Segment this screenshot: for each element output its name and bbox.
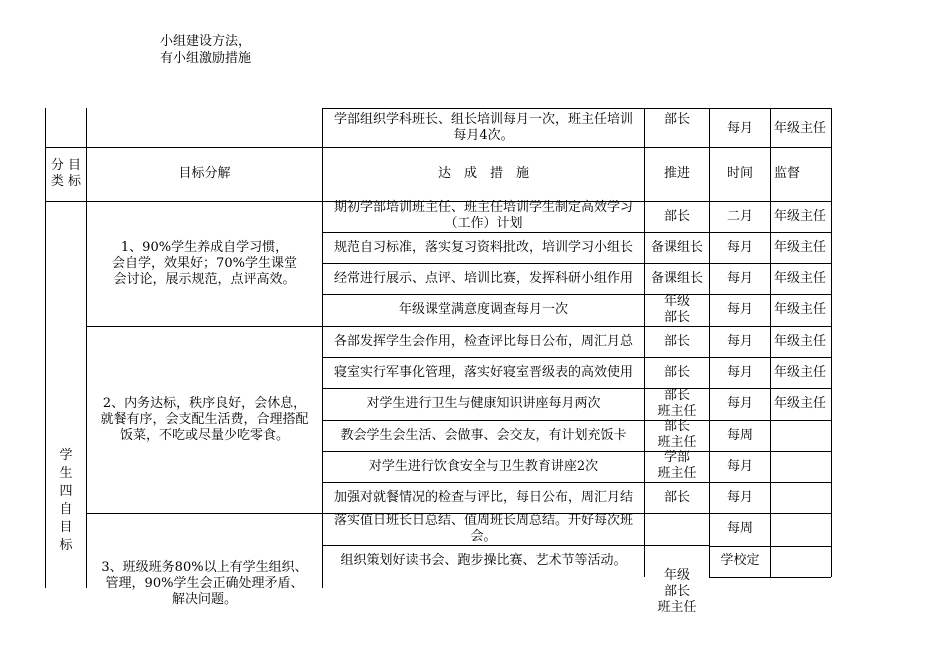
- promoter-cell: 部长: [663, 490, 690, 505]
- side-label-char: 生: [59, 466, 73, 481]
- time-cell: 每月: [726, 490, 753, 505]
- merged-promoter-line: 部长: [663, 584, 690, 599]
- top-row-measure-line-2: 每月4次。: [453, 128, 514, 143]
- goal-3-line-1: 3、班级班务80%以上有学生组织、: [101, 560, 308, 575]
- promoter-cell: 部长: [663, 388, 690, 403]
- supervisor-cell: 年级主任: [774, 209, 827, 224]
- measure-line: 会。: [470, 529, 497, 544]
- goal-2-line-3: 饭菜，不吃或尽量少吃零食。: [119, 428, 289, 443]
- header-promoter: 推进: [663, 166, 690, 181]
- measure-line: 组织策划好读书会、跑步操比赛、艺术节等活动。: [340, 553, 627, 568]
- header-goal: 目标分解: [178, 166, 231, 181]
- promoter-cell: 班主任: [657, 435, 697, 450]
- measure-line: 加强对就餐情况的检查与评比，每日公布，周汇月结: [333, 490, 633, 505]
- supervisor-cell: 年级主任: [774, 302, 827, 317]
- header-category-line-2: 类 标: [50, 174, 82, 189]
- goal-3-line-3: 解决问题。: [171, 592, 237, 607]
- time-cell: 每月: [726, 396, 753, 411]
- top-row-time: 每月: [726, 121, 753, 136]
- supervisor-cell: 年级主任: [774, 365, 827, 380]
- time-cell: 每月: [726, 271, 753, 286]
- measure-line: 经常进行展示、点评、培训比赛，发挥科研小组作用: [333, 271, 633, 286]
- header-time: 时间: [726, 166, 753, 181]
- time-cell: 每月: [726, 365, 753, 380]
- top-row-supervisor: 年级主任: [774, 121, 827, 136]
- time-cell: 每周: [726, 428, 753, 443]
- time-cell: 每月: [726, 459, 753, 474]
- header-category-line-1: 分 目: [50, 158, 82, 173]
- measure-line: 期初学部培训班主任、班主任培训学生制定高效学习: [333, 200, 633, 215]
- side-label-char: 目: [59, 520, 73, 535]
- promoter-cell: 部长: [663, 310, 690, 325]
- side-label-char: 学: [59, 448, 73, 463]
- promoter-cell: 年级: [663, 294, 690, 309]
- promoter-cell: 班主任: [657, 404, 697, 419]
- merged-promoter-line: 班主任: [657, 600, 697, 615]
- promoter-cell: 班主任: [657, 466, 697, 481]
- supervisor-cell: 年级主任: [774, 334, 827, 349]
- promoter-cell: 部长: [663, 334, 690, 349]
- side-label-char: 四: [59, 484, 73, 499]
- measure-line: 年级课堂满意度调查每月一次: [398, 302, 568, 317]
- promoter-cell: 部长: [663, 209, 690, 224]
- measure-line: 落实值日班长日总结、值周班长周总结。开好每次班: [333, 513, 633, 528]
- time-cell: 每周: [726, 521, 753, 536]
- measure-line: 对学生进行卫生与健康知识讲座每月两次: [366, 396, 601, 411]
- time-cell: 每月: [726, 240, 753, 255]
- top-row-promoter: 部长: [663, 112, 690, 127]
- top-row-measure-line-1: 学部组织学科班长、组长培训每月一次，班主任培训: [333, 112, 633, 127]
- goal-3-line-2: 管理，90%学生会正确处理矛盾、: [105, 576, 304, 591]
- time-cell: 学校定: [720, 553, 760, 568]
- measure-line: 各部发挥学生会作用，检查评比每日公布，周汇月总: [333, 334, 633, 349]
- goal-1-line-3: 会讨论，展示规范，点评高效。: [113, 272, 296, 287]
- header-measures: 达 成 措 施: [437, 166, 529, 181]
- measure-line: 规范自习标准，落实复习资料批改，培训学习小组长: [333, 240, 633, 255]
- top-note-line-1: 小组建设方法，: [160, 34, 252, 49]
- promoter-cell: 备课组长: [650, 240, 703, 255]
- supervisor-cell: 年级主任: [774, 396, 827, 411]
- measure-line: 寝室实行军事化管理，落实好寝室晋级表的高效使用: [333, 365, 633, 380]
- time-cell: 每月: [726, 334, 753, 349]
- time-cell: 每月: [726, 302, 753, 317]
- supervisor-cell: 年级主任: [774, 240, 827, 255]
- header-supervisor: 监督: [774, 166, 801, 181]
- goal-1-line-2: 会自学，效果好；70%学生课堂: [112, 256, 297, 271]
- merged-promoter-line: 年级: [663, 568, 690, 583]
- top-note-line-2: 有小组激励措施: [160, 51, 252, 66]
- goal-1-line-1: 1、90%学生养成自学习惯，: [120, 240, 289, 255]
- promoter-cell: 备课组长: [650, 271, 703, 286]
- promoter-cell: 部长: [663, 419, 690, 434]
- goal-2-line-2: 就餐有序，会支配生活费，合理搭配: [100, 412, 309, 427]
- promoter-cell: 学部: [663, 450, 690, 465]
- side-label-char: 标: [59, 538, 73, 553]
- promoter-cell: 部长: [663, 365, 690, 380]
- goal-2-line-1: 2、内务达标，秩序良好，会休息，: [102, 396, 307, 411]
- supervisor-cell: 年级主任: [774, 271, 827, 286]
- measure-line: 对学生进行饮食安全与卫生教育讲座2次: [368, 459, 599, 474]
- measure-line: 教会学生会生活、会做事、会交友，有计划充饭卡: [340, 428, 627, 443]
- side-label-char: 自: [59, 502, 73, 517]
- measure-line: （工作）计划: [444, 216, 523, 231]
- time-cell: 二月: [726, 209, 753, 224]
